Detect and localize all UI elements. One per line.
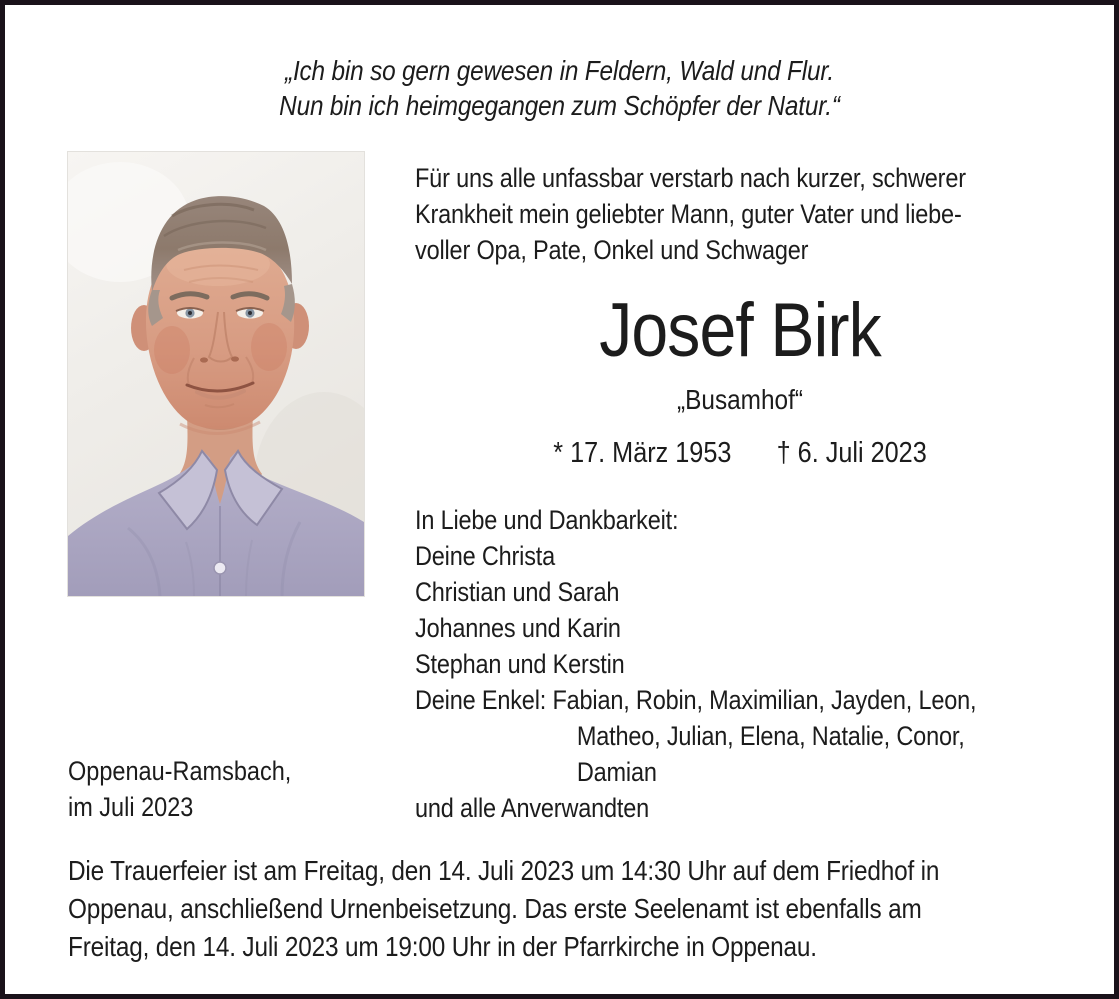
mourners-heading: In Liebe und Dankbarkeit: (415, 505, 679, 535)
funeral-details (68, 852, 1060, 966)
life-dates (457, 435, 1023, 471)
funeral-line-2: Oppenau, anschließend Urnenbeisetzung. Das erste Seelenamt ist ebenfalls am (68, 893, 922, 924)
intro-line-2: Krankheit mein geliebter Mann, guter Vater und liebe- (415, 199, 962, 229)
grandchildren-line: Matheo, Julian, Elena, Natalie, Conor, (576, 721, 965, 751)
memorial-quote (77, 53, 1042, 123)
mourner-line: und alle Anverwandten (415, 793, 650, 823)
place-line: Oppenau-Ramsbach, (68, 756, 292, 786)
place-and-date (68, 753, 381, 825)
death-date: † 6. Juli 2023 (776, 437, 927, 469)
deceased-nickname: „Busamhof“ (677, 384, 803, 415)
intro-text (415, 160, 1024, 268)
date-line: im Juli 2023 (68, 792, 194, 822)
funeral-line-3: Freitag, den 14. Juli 2023 um 19:00 Uhr in der Pfarrkirche in Oppenau. (68, 931, 817, 962)
mourner-line: Stephan und Kerstin (415, 649, 625, 679)
birth-date: * 17. März 1953 (553, 437, 732, 469)
mourner-line: Johannes und Karin (415, 613, 621, 643)
portrait-illustration (68, 152, 364, 596)
funeral-line-1: Die Trauerfeier ist am Freitag, den 14. Juli 2023 um 14:30 Uhr auf dem Friedhof in (68, 855, 940, 886)
mourner-line: Deine Christa (415, 541, 556, 571)
intro-line-1: Für uns alle unfassbar verstarb nach kurzer, schwerer (415, 163, 966, 193)
quote-line-1: „Ich bin so gern gewesen in Feldern, Wald und Flur. (285, 55, 834, 86)
intro-line-3: voller Opa, Pate, Onkel und Schwager (415, 235, 809, 265)
deceased-name: Josef Birk (599, 288, 881, 373)
mourner-line: Christian und Sarah (415, 577, 620, 607)
portrait-photo (68, 152, 364, 596)
quote-line-2: Nun bin ich heimgegangen zum Schöpfer der Natur.“ (279, 90, 840, 121)
mourners-list (415, 502, 1024, 826)
grandchildren-line: Damian (576, 757, 657, 787)
grandchildren-line: Deine Enkel: Fabian, Robin, Maximilian, Jayden, Leon, (415, 685, 977, 715)
